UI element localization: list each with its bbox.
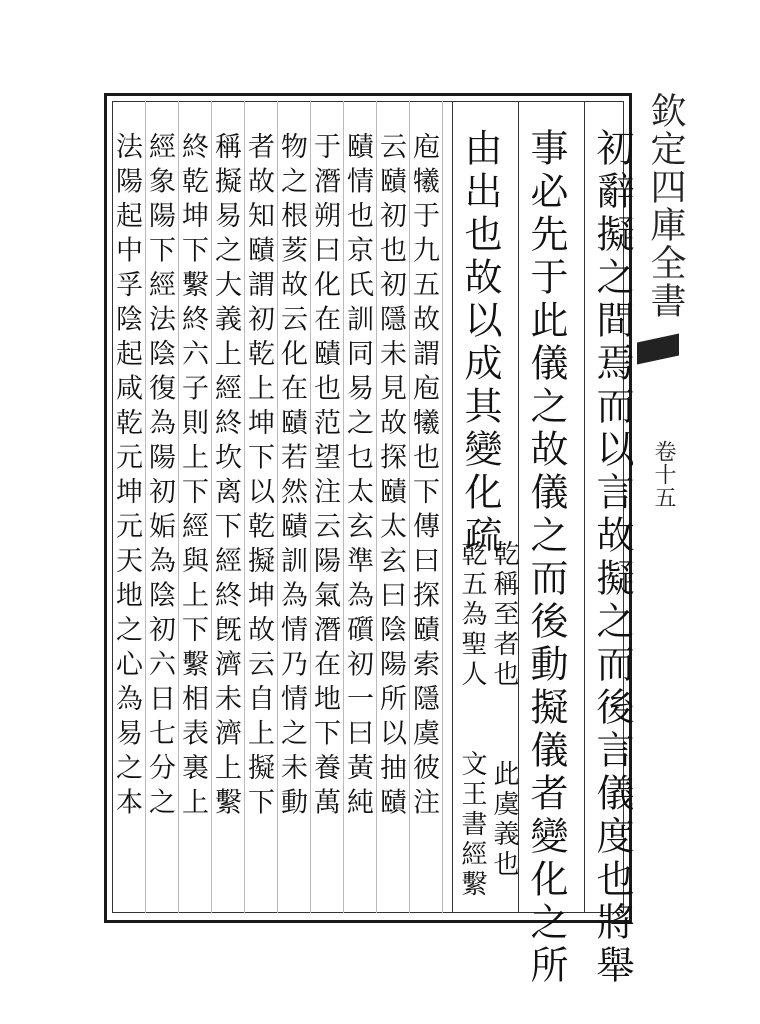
text-column-2: 事必先于此儀之故儀之而後動擬儀者變化之所	[524, 128, 568, 988]
column-rule	[409, 101, 410, 913]
column-rule	[376, 101, 377, 913]
text-column-1: 初辭擬之間焉而以言故擬之而後言儀度也將舉	[590, 128, 634, 988]
column-rule	[442, 101, 443, 913]
column-rule	[584, 101, 585, 913]
commentary-column-5: 物之根荄故云化在賾若然賾訓為情乃情之未動	[276, 132, 307, 822]
commentary-column-10: 法陽起中孚陰起咸乾元坤元天地之心為易之本	[111, 132, 142, 822]
column-rule	[145, 101, 146, 913]
fishtail-mark	[637, 334, 679, 365]
annotation-right-2: 此虞義也	[489, 760, 519, 880]
commentary-column-2: 云賾初也初隱未見故探賾太玄曰陰陽所以抽賾	[375, 132, 406, 822]
annotation-right: 乾稱至者也	[489, 540, 519, 690]
commentary-column-7: 稱擬易之大義上經終坎离下經終旣濟未濟上繫	[210, 132, 241, 822]
book-title: 欽定四庫全書	[645, 92, 686, 320]
column-rule	[310, 101, 311, 913]
column-rule	[452, 101, 453, 913]
commentary-column-9: 經象陽下經法陰復為陽初姤為陰初六日七分之	[144, 132, 175, 822]
column-rule	[211, 101, 212, 913]
commentary-column-4: 于潛朔曰化在賾也范望注云陽氣潛在地下養萬	[309, 132, 340, 822]
commentary-column-6: 者故知賾謂初乾上坤下以乾擬坤故云自上擬下	[243, 132, 274, 822]
annotation-left-2: 文王書經繫	[457, 750, 487, 900]
volume-label: 卷十五	[651, 440, 676, 509]
column-rule	[178, 101, 179, 913]
column-rule	[244, 101, 245, 913]
column-rule	[277, 101, 278, 913]
commentary-column-8: 終乾坤下繫終六子則上下經與上下繫相表裏上	[177, 132, 208, 822]
commentary-column-3: 賾情也京氏訓同易之乜太玄準為礩初一曰黃純	[342, 132, 373, 822]
text-column-3: 由出也故以成其變化疏	[458, 128, 502, 558]
commentary-column-1: 庖犧于九五故謂庖犧也下傳曰探賾索隱虞彼注	[408, 132, 439, 822]
annotation-left: 乾五為聖人	[457, 540, 487, 690]
column-rule	[343, 101, 344, 913]
